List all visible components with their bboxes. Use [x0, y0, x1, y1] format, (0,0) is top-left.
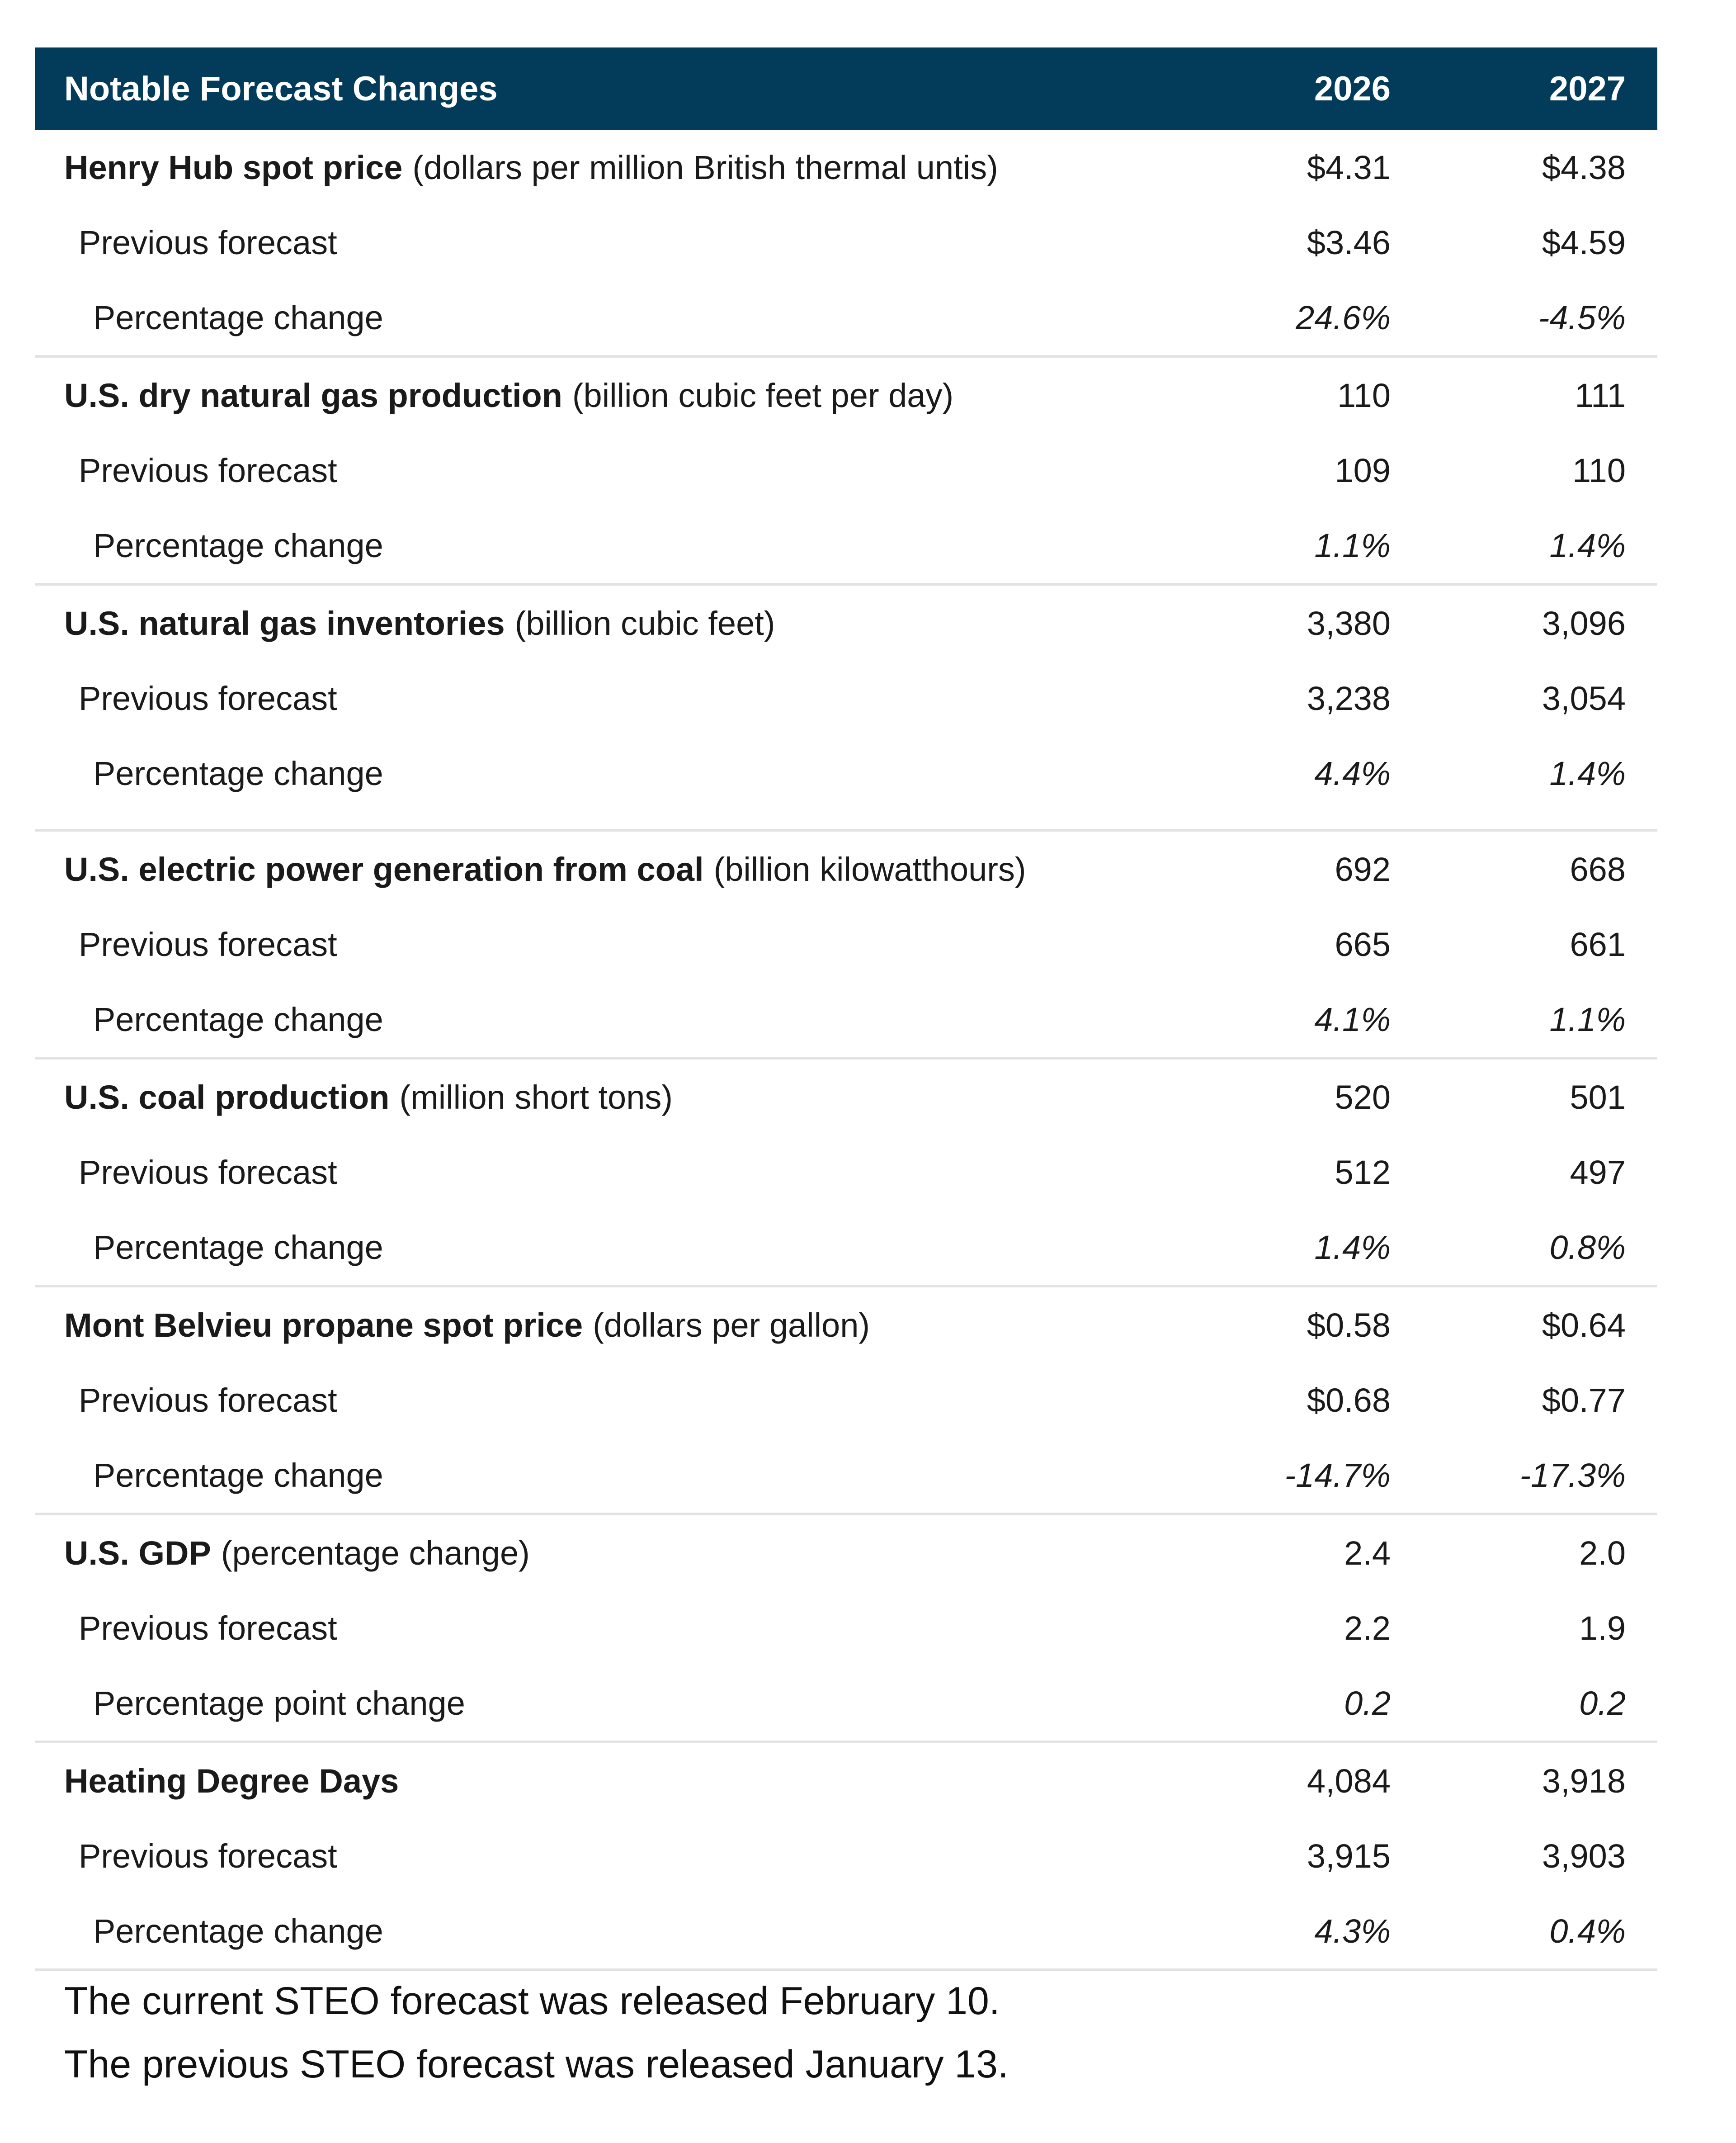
column-header-2026: 2026 [1314, 69, 1391, 108]
change-2027: 0.4% [1549, 1912, 1626, 1950]
change-2026: 1.1% [1314, 526, 1391, 564]
change-label: Percentage change [93, 1456, 383, 1494]
previous-forecast-label: Previous forecast [79, 451, 337, 489]
metric-unit: (million short tons) [399, 1078, 673, 1116]
metric-label [35, 850, 1219, 889]
table-row-change [35, 736, 1657, 811]
table-title: Notable Forecast Changes [64, 69, 498, 108]
value-2026: 2.4 [1344, 1534, 1391, 1572]
metric-label [35, 148, 1219, 187]
change-label: Percentage change [93, 298, 383, 336]
table-row-previous [35, 1590, 1657, 1665]
metric-name: U.S. coal production [64, 1078, 390, 1116]
metric-label [35, 1078, 1219, 1116]
metric-group [35, 586, 1657, 832]
previous-2027: 110 [1572, 451, 1626, 489]
metric-name: U.S. natural gas inventories [64, 604, 505, 642]
metric-name: Henry Hub spot price [64, 148, 403, 186]
previous-2027: 3,054 [1542, 679, 1626, 717]
value-2026: 692 [1335, 850, 1391, 888]
metric-unit: (billion kilowatthours) [713, 850, 1026, 888]
change-2027: 0.2 [1579, 1684, 1626, 1722]
metric-group [35, 832, 1657, 1060]
previous-forecast-label: Previous forecast [79, 1609, 337, 1647]
previous-2027: $4.59 [1542, 223, 1626, 261]
value-2027: 111 [1575, 376, 1626, 414]
metric-unit: (billion cubic feet) [514, 604, 775, 642]
table-row-current [35, 1060, 1657, 1135]
table-row-change [35, 280, 1657, 355]
change-label: Percentage change [93, 1912, 383, 1950]
metric-group [35, 358, 1657, 586]
table-row-change [35, 1210, 1657, 1285]
metric-name: U.S. dry natural gas production [64, 376, 562, 414]
metric-name: Heating Degree Days [64, 1762, 399, 1800]
metric-group [35, 130, 1657, 358]
metric-unit: (dollars per gallon) [593, 1306, 870, 1344]
release-notes [64, 1969, 1009, 2096]
previous-forecast-label: Previous forecast [79, 223, 337, 261]
change-2027: -4.5% [1538, 298, 1626, 336]
change-2027: 1.1% [1549, 1000, 1626, 1038]
value-2027: 3,918 [1542, 1762, 1626, 1800]
value-2027: 3,096 [1542, 604, 1626, 642]
metric-name: Mont Belvieu propane spot price [64, 1306, 583, 1344]
metric-label [35, 1306, 1219, 1344]
change-label: Percentage point change [93, 1684, 465, 1722]
previous-2026: 3,915 [1307, 1837, 1391, 1875]
table-row-current [35, 358, 1657, 433]
value-2026: $4.31 [1307, 148, 1391, 186]
table-row-previous [35, 433, 1657, 508]
value-2026: 520 [1335, 1078, 1391, 1116]
previous-forecast-label: Previous forecast [79, 1837, 337, 1875]
change-2026: 1.4% [1314, 1228, 1391, 1266]
table-row-current [35, 1515, 1657, 1590]
previous-forecast-label: Previous forecast [79, 679, 337, 717]
change-label: Percentage change [93, 1228, 383, 1266]
value-2026: 4,084 [1307, 1762, 1391, 1800]
metric-name: U.S. electric power generation from coal [64, 850, 704, 888]
previous-2026: $0.68 [1307, 1381, 1391, 1419]
metric-name: U.S. GDP [64, 1534, 211, 1572]
metric-group [35, 1515, 1657, 1743]
table-row-previous [35, 661, 1657, 736]
table-row-current [35, 1743, 1657, 1818]
change-2027: 1.4% [1549, 526, 1626, 564]
previous-forecast-label: Previous forecast [79, 1153, 337, 1191]
table-row-change [35, 1438, 1657, 1513]
previous-forecast-label: Previous forecast [79, 925, 337, 963]
table-row-change [35, 508, 1657, 583]
metric-label [35, 604, 1219, 643]
previous-2027: 661 [1570, 925, 1626, 963]
metric-unit: (billion cubic feet per day) [572, 376, 954, 414]
previous-2027: 3,903 [1542, 1837, 1626, 1875]
metric-label [35, 1762, 1219, 1800]
table-row-current [35, 1287, 1657, 1362]
previous-release-note: The previous STEO forecast was released January 13. [64, 2043, 1009, 2086]
previous-2026: 2.2 [1344, 1609, 1391, 1647]
previous-2026: 3,238 [1307, 679, 1391, 717]
metric-unit: (percentage change) [221, 1534, 530, 1572]
table-row-previous [35, 907, 1657, 982]
change-label: Percentage change [93, 754, 383, 792]
previous-forecast-label: Previous forecast [79, 1381, 337, 1419]
previous-2027: 497 [1570, 1153, 1626, 1191]
change-2026: 4.3% [1314, 1912, 1391, 1950]
table-row-previous [35, 1135, 1657, 1210]
table-row-previous [35, 205, 1657, 280]
column-header-2027: 2027 [1549, 69, 1626, 108]
table-header [35, 47, 1657, 130]
previous-2026: 512 [1335, 1153, 1391, 1191]
change-label: Percentage change [93, 1000, 383, 1038]
table-row-change [35, 1893, 1657, 1968]
value-2026: $0.58 [1307, 1306, 1391, 1344]
previous-2026: $3.46 [1307, 223, 1391, 261]
value-2027: $0.64 [1542, 1306, 1626, 1344]
value-2027: 501 [1570, 1078, 1626, 1116]
previous-2026: 665 [1335, 925, 1391, 963]
value-2027: 668 [1570, 850, 1626, 888]
change-2026: 0.2 [1344, 1684, 1391, 1722]
value-2027: 2.0 [1579, 1534, 1626, 1572]
table-row-change [35, 1665, 1657, 1741]
change-2026: 4.4% [1314, 754, 1391, 792]
table-row-previous [35, 1818, 1657, 1893]
change-2026: -14.7% [1284, 1456, 1391, 1494]
change-label: Percentage change [93, 526, 383, 564]
value-2026: 3,380 [1307, 604, 1391, 642]
forecast-changes-table [35, 47, 1657, 1971]
previous-2026: 109 [1335, 451, 1391, 489]
current-release-note: The current STEO forecast was released February 10. [64, 1979, 1000, 2023]
table-row-current [35, 832, 1657, 907]
table-row-change [35, 982, 1657, 1057]
metric-unit: (dollars per million British thermal untis) [412, 148, 998, 186]
value-2026: 110 [1337, 376, 1391, 414]
previous-2027: $0.77 [1542, 1381, 1626, 1419]
metric-group [35, 1743, 1657, 1971]
change-2026: 4.1% [1314, 1000, 1391, 1038]
table-row-previous [35, 1362, 1657, 1438]
value-2027: $4.38 [1542, 148, 1626, 186]
metric-label [35, 376, 1219, 415]
metric-group [35, 1287, 1657, 1515]
previous-2027: 1.9 [1579, 1609, 1626, 1647]
table-row-current [35, 586, 1657, 661]
metric-group [35, 1060, 1657, 1287]
change-2027: -17.3% [1519, 1456, 1626, 1494]
metric-label [35, 1534, 1219, 1572]
change-2026: 24.6% [1296, 298, 1391, 336]
table-row-current [35, 130, 1657, 205]
change-2027: 1.4% [1549, 754, 1626, 792]
change-2027: 0.8% [1549, 1228, 1626, 1266]
